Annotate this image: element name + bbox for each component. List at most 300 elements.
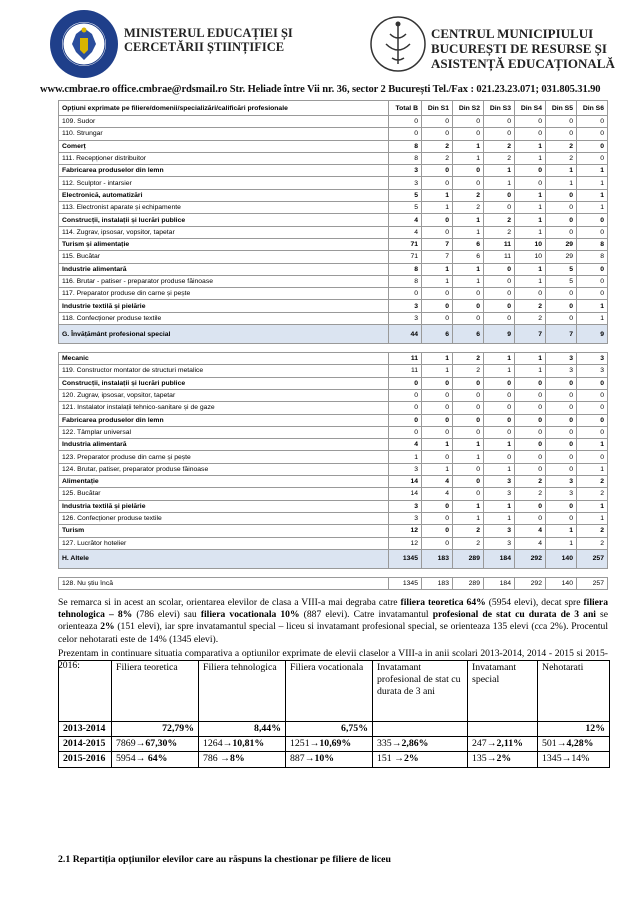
count-cell: 0 — [577, 152, 608, 164]
count-cell: 2 — [484, 152, 515, 164]
count-cell: 1 — [422, 365, 453, 377]
table-row — [59, 389, 608, 401]
paragraph-text: se orienteaza — [58, 609, 609, 633]
count-cell: 1 — [515, 226, 546, 238]
option-cell: Industrie alimentară — [59, 263, 389, 275]
count-cell: 0 — [484, 275, 515, 287]
count-cell: 0 — [577, 389, 608, 401]
option-cell: 124. Brutar, patiser, preparator produse făinoase — [59, 463, 389, 475]
count-cell: 292 — [515, 577, 546, 589]
percent-text: 67,30% — [145, 738, 178, 750]
count-cell: 5 — [389, 202, 422, 214]
count-cell: 0 — [515, 451, 546, 463]
count-cell: 3 — [484, 476, 515, 488]
count-cell: 3 — [389, 512, 422, 524]
count-cell: 3 — [389, 463, 422, 475]
percent-text: 6,75% — [341, 723, 368, 734]
count-cell: 2 — [453, 365, 484, 377]
percent-text: 10,81% — [232, 738, 265, 750]
table-row — [59, 288, 608, 300]
count-cell: 1 — [577, 439, 608, 451]
count-cell: 2 — [422, 152, 453, 164]
count-cell: 1 — [484, 463, 515, 475]
count-cell: 0 — [515, 402, 546, 414]
header-s1: Din S1 — [422, 101, 453, 116]
count-cell: 0 — [453, 288, 484, 300]
count-cell: 2 — [546, 152, 577, 164]
count-cell: 183 — [422, 549, 453, 568]
count-cell: 0 — [546, 202, 577, 214]
page-header — [0, 0, 638, 100]
count-cell: 289 — [453, 549, 484, 568]
count-cell: 0 — [577, 275, 608, 287]
count-cell: 0 — [577, 214, 608, 226]
option-cell: H. Altele — [59, 549, 389, 568]
count-cell: 0 — [389, 128, 422, 140]
count-cell: 0 — [546, 414, 577, 426]
count-cell: 1345 — [389, 577, 422, 589]
count-cell: 0 — [546, 402, 577, 414]
count-cell: 14 — [389, 476, 422, 488]
count-cell: 2 — [453, 353, 484, 365]
year-cell: 2013-2014 — [59, 722, 112, 737]
ministry-title: MINISTERUL EDUCAȚIEI ȘI CERCETĂRII ȘTIINȚIFICE — [124, 26, 293, 54]
option-cell: 115. Bucătar — [59, 251, 389, 263]
count-cell: 0 — [515, 463, 546, 475]
count-cell: 0 — [577, 226, 608, 238]
highlight-text: filiera tehnologica – 8% — [58, 597, 608, 621]
count-cell — [515, 344, 546, 353]
count-cell: 4 — [515, 525, 546, 537]
count-cell: 3 — [546, 488, 577, 500]
count-cell: 1 — [484, 365, 515, 377]
count-cell: 0 — [484, 288, 515, 300]
comparison-header-cell: Filiera tehnologica — [199, 661, 286, 722]
count-cell: 4 — [422, 488, 453, 500]
count-cell — [546, 344, 577, 353]
count-cell: 2 — [453, 189, 484, 201]
count-cell: 0 — [389, 377, 422, 389]
count-cell: 1 — [577, 202, 608, 214]
option-cell: Industria alimentară — [59, 439, 389, 451]
count-cell: 0 — [515, 128, 546, 140]
count-cell: 0 — [577, 414, 608, 426]
count-cell: 0 — [453, 488, 484, 500]
value-cell — [112, 752, 199, 767]
percent-text: 10,69% — [319, 738, 352, 750]
count-cell: 0 — [546, 377, 577, 389]
table-row — [59, 251, 608, 263]
table-row — [59, 577, 608, 589]
count-text: 887→ — [290, 753, 315, 765]
count-cell: 0 — [389, 116, 422, 128]
count-cell: 3 — [484, 537, 515, 549]
count-cell: 1 — [515, 353, 546, 365]
count-cell: 1 — [453, 263, 484, 275]
count-cell: 183 — [422, 577, 453, 589]
option-cell: 122. Tâmplar universal — [59, 426, 389, 438]
header-options: Opțiuni exprimate pe filiere/domenii/specializări/calificări profesionale — [59, 101, 389, 116]
count-cell: 0 — [422, 312, 453, 324]
percent-text: 2% — [496, 753, 512, 765]
count-cell: 1 — [577, 512, 608, 524]
count-cell: 1 — [422, 439, 453, 451]
option-cell: 127. Lucrător hotelier — [59, 537, 389, 549]
table-row — [59, 226, 608, 238]
value-cell — [538, 752, 610, 767]
category-row — [59, 549, 608, 568]
table-row — [59, 275, 608, 287]
count-text: 7869→ — [116, 738, 146, 750]
count-cell — [389, 568, 422, 577]
count-cell: 0 — [453, 377, 484, 389]
percent-text: 8,44% — [254, 723, 281, 734]
spacer-row — [59, 568, 608, 577]
option-cell: 128. Nu știu încă — [59, 577, 389, 589]
count-cell: 1 — [422, 189, 453, 201]
count-cell: 0 — [484, 128, 515, 140]
cmbrae-title: CENTRUL MUNICIPIULUI BUCUREȘTI DE RESURSE ȘI ASISTENȚĂ EDUCAȚIONALĂ — [431, 26, 615, 71]
count-cell — [389, 344, 422, 353]
count-cell: 0 — [546, 312, 577, 324]
count-text: 135→ — [472, 753, 497, 765]
count-cell: 9 — [484, 325, 515, 344]
count-cell: 2 — [515, 300, 546, 312]
option-cell: 117. Preparator produse din carne și pește — [59, 288, 389, 300]
comparison-header-cell — [59, 661, 112, 722]
option-cell: 120. Zugrav, ipsosar, vopsitor, tapetar — [59, 389, 389, 401]
count-cell: 0 — [422, 165, 453, 177]
cmbrae-logo-icon — [368, 12, 428, 78]
table-row — [59, 116, 608, 128]
count-cell: 0 — [577, 451, 608, 463]
count-cell: 2 — [577, 488, 608, 500]
count-cell: 6 — [453, 238, 484, 250]
count-cell: 29 — [546, 251, 577, 263]
option-cell: Fabricarea produselor din lemn — [59, 414, 389, 426]
count-cell: 4 — [422, 476, 453, 488]
count-cell: 0 — [453, 300, 484, 312]
percent-text: 64% — [147, 753, 168, 765]
option-cell: Turism și alimentație — [59, 238, 389, 250]
value-cell — [199, 752, 286, 767]
option-cell: Industrie textilă și pielărie — [59, 300, 389, 312]
comparison-row — [59, 722, 610, 737]
count-cell: 1 — [453, 275, 484, 287]
option-cell: 125. Bucătar — [59, 488, 389, 500]
value-cell — [112, 722, 199, 737]
count-cell: 0 — [546, 288, 577, 300]
count-text: 247→ — [472, 738, 497, 750]
count-cell: 0 — [546, 451, 577, 463]
count-cell: 1 — [515, 263, 546, 275]
count-cell: 3 — [546, 353, 577, 365]
count-cell: 3 — [546, 365, 577, 377]
count-cell: 4 — [515, 537, 546, 549]
count-cell: 12 — [389, 537, 422, 549]
count-cell: 0 — [422, 177, 453, 189]
table-row — [59, 426, 608, 438]
highlight-text: profesional de stat cu durata de 3 ani — [432, 609, 596, 621]
count-cell: 5 — [546, 275, 577, 287]
header-total: Total B — [389, 101, 422, 116]
count-cell: 1 — [515, 140, 546, 152]
value-cell — [199, 737, 286, 752]
header-s5: Din S5 — [546, 101, 577, 116]
count-cell: 1 — [484, 500, 515, 512]
count-cell: 0 — [515, 288, 546, 300]
count-cell: 0 — [484, 414, 515, 426]
count-cell: 14 — [389, 488, 422, 500]
count-cell: 1 — [422, 353, 453, 365]
count-cell: 0 — [515, 512, 546, 524]
count-cell: 0 — [546, 463, 577, 475]
options-table — [58, 100, 608, 590]
category-row — [59, 353, 608, 365]
category-row — [59, 476, 608, 488]
count-cell: 71 — [389, 238, 422, 250]
count-cell: 0 — [422, 426, 453, 438]
category-row — [59, 377, 608, 389]
count-cell — [422, 344, 453, 353]
count-cell: 1 — [577, 312, 608, 324]
count-cell: 1 — [515, 189, 546, 201]
count-cell: 1 — [515, 214, 546, 226]
count-cell: 4 — [389, 214, 422, 226]
count-cell — [484, 344, 515, 353]
count-cell: 0 — [515, 426, 546, 438]
count-cell: 0 — [515, 377, 546, 389]
count-cell: 0 — [484, 426, 515, 438]
count-cell: 2 — [484, 226, 515, 238]
count-cell: 11 — [389, 353, 422, 365]
count-text: 1251→ — [290, 738, 320, 750]
count-cell: 0 — [546, 128, 577, 140]
option-cell: 110. Strungar — [59, 128, 389, 140]
count-cell: 1 — [577, 189, 608, 201]
count-cell: 0 — [422, 451, 453, 463]
category-row — [59, 189, 608, 201]
count-cell: 2 — [484, 140, 515, 152]
count-cell: 0 — [484, 389, 515, 401]
count-cell: 3 — [389, 312, 422, 324]
count-cell: 0 — [389, 426, 422, 438]
count-cell: 0 — [422, 414, 453, 426]
count-cell — [453, 568, 484, 577]
count-cell: 1 — [546, 165, 577, 177]
value-cell — [373, 752, 468, 767]
count-cell: 0 — [453, 426, 484, 438]
count-cell: 12 — [389, 525, 422, 537]
comparison-header-cell: Nehotarati — [538, 661, 610, 722]
option-cell: Fabricarea produselor din lemn — [59, 165, 389, 177]
count-cell: 0 — [577, 263, 608, 275]
count-cell: 257 — [577, 577, 608, 589]
count-cell: 0 — [546, 226, 577, 238]
count-text: 5954→ — [116, 753, 148, 765]
count-cell: 0 — [484, 116, 515, 128]
count-cell: 0 — [453, 312, 484, 324]
count-cell: 0 — [422, 377, 453, 389]
count-cell: 0 — [577, 140, 608, 152]
count-cell: 0 — [484, 202, 515, 214]
count-cell: 1 — [577, 500, 608, 512]
percent-text: 12% — [585, 723, 605, 734]
count-cell: 8 — [389, 152, 422, 164]
count-cell: 2 — [577, 537, 608, 549]
spacer-row — [59, 344, 608, 353]
category-row — [59, 525, 608, 537]
count-cell: 0 — [515, 414, 546, 426]
count-cell — [515, 568, 546, 577]
count-text: 1345→14% — [542, 753, 590, 765]
count-cell: 140 — [546, 549, 577, 568]
count-cell: 0 — [546, 500, 577, 512]
option-cell: 109. Sudor — [59, 116, 389, 128]
category-row — [59, 214, 608, 226]
table-row — [59, 488, 608, 500]
count-cell: 2 — [515, 488, 546, 500]
count-cell: 3 — [484, 525, 515, 537]
count-cell: 0 — [453, 116, 484, 128]
count-cell: 3 — [577, 365, 608, 377]
table-row — [59, 463, 608, 475]
count-cell: 6 — [422, 325, 453, 344]
count-cell: 0 — [389, 389, 422, 401]
paragraph-text: (5954 elevi), decat spre — [485, 597, 584, 608]
count-cell: 1 — [453, 451, 484, 463]
count-cell: 0 — [546, 189, 577, 201]
count-cell: 1 — [422, 275, 453, 287]
option-cell: Construcții, instalații și lucrări publice — [59, 377, 389, 389]
count-cell: 0 — [422, 300, 453, 312]
count-cell: 3 — [577, 353, 608, 365]
count-cell — [484, 568, 515, 577]
table-row — [59, 451, 608, 463]
count-cell — [453, 344, 484, 353]
table-row — [59, 128, 608, 140]
count-cell: 0 — [515, 500, 546, 512]
table-row — [59, 512, 608, 524]
option-cell: Alimentație — [59, 476, 389, 488]
count-cell: 0 — [546, 214, 577, 226]
table-row — [59, 202, 608, 214]
count-cell: 0 — [453, 128, 484, 140]
option-cell: 114. Zugrav, ipsosar, vopsitor, tapetar — [59, 226, 389, 238]
count-cell: 7 — [515, 325, 546, 344]
count-cell: 10 — [515, 238, 546, 250]
table-row — [59, 402, 608, 414]
option-cell: 113. Electronist aparate și echipamente — [59, 202, 389, 214]
count-cell: 0 — [577, 288, 608, 300]
count-cell: 0 — [515, 389, 546, 401]
count-cell: 0 — [484, 189, 515, 201]
percent-text: 2% — [403, 753, 419, 765]
count-cell: 0 — [453, 165, 484, 177]
header-s4: Din S4 — [515, 101, 546, 116]
option-cell: Comerț — [59, 140, 389, 152]
option-cell: 112. Sculptor - intarsier — [59, 177, 389, 189]
count-cell: 2 — [453, 537, 484, 549]
option-cell: 111. Recepționer distribuitor — [59, 152, 389, 164]
count-cell: 29 — [546, 238, 577, 250]
count-cell: 2 — [422, 140, 453, 152]
count-cell: 0 — [577, 116, 608, 128]
count-cell: 9 — [577, 325, 608, 344]
count-cell: 6 — [453, 325, 484, 344]
count-cell: 71 — [389, 251, 422, 263]
value-cell — [468, 737, 538, 752]
paragraph-text: (786 elevi) sau — [132, 609, 201, 621]
count-cell: 1 — [577, 463, 608, 475]
count-cell: 0 — [422, 214, 453, 226]
count-cell: 0 — [422, 226, 453, 238]
percent-text: 72,79% — [162, 723, 194, 734]
count-cell: 0 — [453, 414, 484, 426]
count-cell: 0 — [546, 426, 577, 438]
count-cell: 2 — [453, 525, 484, 537]
option-cell: Mecanic — [59, 353, 389, 365]
option-cell: Construcții, instalații și lucrări publice — [59, 214, 389, 226]
count-text: 501→ — [542, 738, 567, 750]
count-cell: 1 — [577, 165, 608, 177]
value-cell — [286, 737, 373, 752]
count-cell: 2 — [515, 476, 546, 488]
count-cell: 1 — [546, 525, 577, 537]
header-s6: Din S6 — [577, 101, 608, 116]
count-cell: 2 — [577, 476, 608, 488]
count-cell: 1 — [453, 226, 484, 238]
paragraph-text: (151 elevi), iar spre invatamantul special – liceu si invatamant profesional special, se orienteaza 135 elevi (cca 2%). Procentul celor nehotarati este de 14% (1345 elevi). — [58, 621, 608, 645]
count-cell: 0 — [422, 525, 453, 537]
year-cell: 2015-2016 — [59, 752, 112, 767]
count-cell: 1 — [389, 451, 422, 463]
count-cell: 0 — [546, 512, 577, 524]
count-cell: 1 — [515, 202, 546, 214]
year-cell: 2014-2015 — [59, 737, 112, 752]
count-cell: 1 — [453, 140, 484, 152]
category-row — [59, 165, 608, 177]
count-cell: 8 — [577, 251, 608, 263]
count-cell: 1 — [515, 365, 546, 377]
count-cell: 1 — [422, 463, 453, 475]
count-cell: 4 — [389, 226, 422, 238]
count-cell: 292 — [515, 549, 546, 568]
table-row — [59, 312, 608, 324]
count-cell: 3 — [389, 500, 422, 512]
value-cell — [286, 752, 373, 767]
table-row — [59, 152, 608, 164]
count-cell: 11 — [484, 238, 515, 250]
count-cell: 7 — [422, 251, 453, 263]
count-cell: 2 — [577, 525, 608, 537]
count-cell: 44 — [389, 325, 422, 344]
count-cell: 2 — [453, 202, 484, 214]
count-cell: 0 — [484, 377, 515, 389]
count-text: 335→ — [377, 738, 402, 750]
highlight-text: filiera teoretica 64% — [400, 597, 486, 608]
count-cell: 2 — [484, 214, 515, 226]
percent-text: 2,11% — [496, 738, 523, 750]
comparison-header-cell: Invatamant profesional de stat cu durata de 3 ani — [373, 661, 468, 722]
count-cell: 1345 — [389, 549, 422, 568]
count-cell: 6 — [453, 251, 484, 263]
count-cell: 1 — [515, 275, 546, 287]
options-table-header — [59, 101, 608, 116]
count-cell: 1 — [453, 152, 484, 164]
count-cell: 11 — [484, 251, 515, 263]
percent-text: 4,28% — [566, 738, 594, 750]
